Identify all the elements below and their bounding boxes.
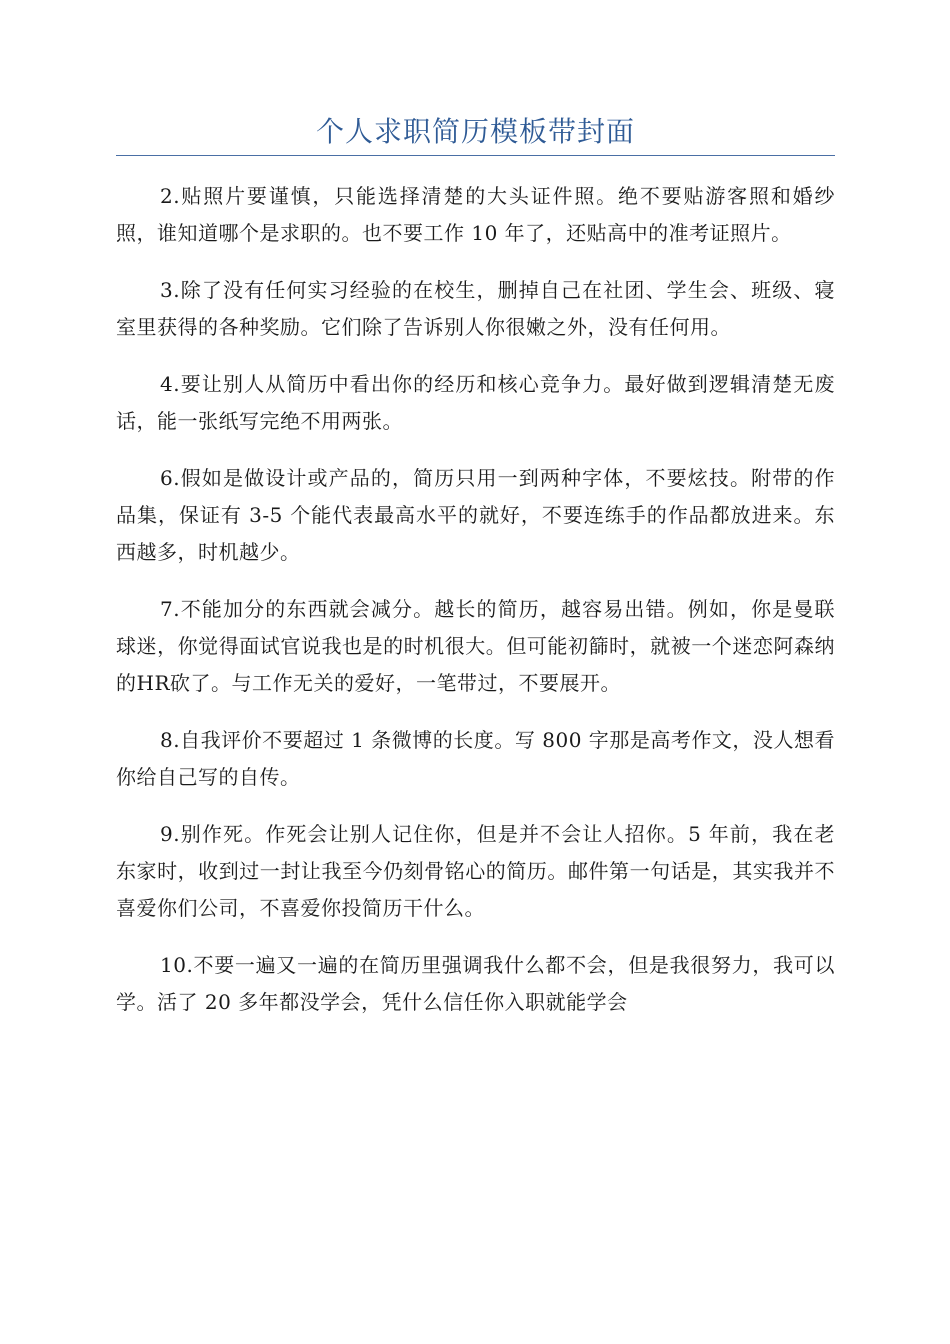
- header-divider: [116, 155, 835, 156]
- paragraph-tip-7: 7.不能加分的东西就会减分。越长的简历，越容易出错。例如，你是曼联球迷，你觉得面试官说我也是的时机很大。但可能初篩时，就被一个迷恋阿森纳的HR砍了。与工作无关的爱好，一笔带过，不要展开。: [116, 597, 835, 695]
- document-body: [116, 178, 835, 1041]
- paragraph-tip-9: 9.别作死。作死会让别人记住你，但是并不会让人招你。5 年前，我在老东家时，收到过一封让我至今仍刻骨铭心的简历。邮件第一句话是，其实我并不喜爱你们公司，不喜爱你投简历干什么。: [116, 822, 835, 920]
- paragraph-tip-2: 2.贴照片要谨慎，只能选择清楚的大头证件照。绝不要贴游客照和婚纱照，谁知道哪个是求职的。也不要工作 10 年了，还贴高中的准考证照片。: [116, 184, 835, 245]
- page-header: [116, 112, 835, 152]
- paragraph-tip-8: 8.自我评价不要超过 1 条微博的长度。写 800 字那是高考作文，没人想看你给自己写的自传。: [116, 728, 835, 789]
- document-title: 个人求职简历模板带封面: [315, 115, 635, 148]
- paragraph-tip-6: 6.假如是做设计或产品的，简历只用一到两种字体，不要炫技。附带的作品集，保证有 3-5 个能代表最高水平的就好，不要连练手的作品都放进来。东西越多，时机越少。: [116, 466, 835, 564]
- paragraph-tip-3: 3.除了没有任何实习经验的在校生，删掉自己在社团、学生会、班级、寝室里获得的各种奖励。它们除了告诉别人你很嫩之外，没有任何用。: [116, 278, 835, 339]
- paragraph-tip-4: 4.要让别人从简历中看出你的经历和核心竞争力。最好做到逻辑清楚无废话，能一张纸写完绝不用两张。: [116, 372, 835, 433]
- paragraph-tip-10: 10.不要一遍又一遍的在简历里强调我什么都不会，但是我很努力，我可以学。活了 20 多年都没学会，凭什么信任你入职就能学会: [116, 953, 835, 1014]
